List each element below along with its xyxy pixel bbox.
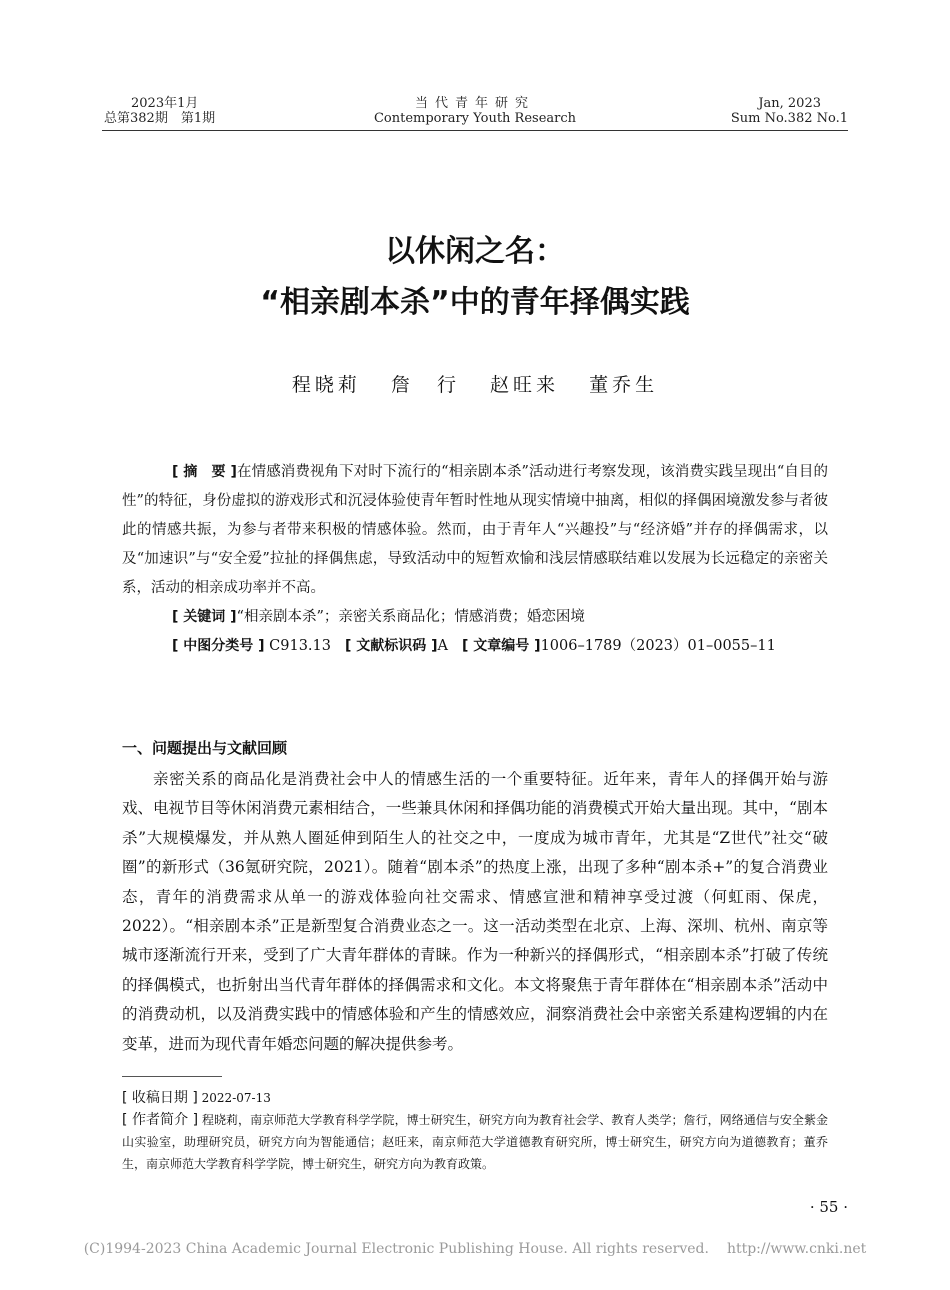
keywords-label: [ 关键词 ] xyxy=(172,609,237,625)
journal-name-en: Contemporary Youth Research xyxy=(373,111,577,126)
keywords xyxy=(122,603,828,632)
header-date: 2023年1月 xyxy=(131,96,199,111)
author-name: 赵旺来 xyxy=(490,374,560,396)
clc-label: [ 中图分类号 ] xyxy=(172,638,265,654)
received-value: 2022-07-13 xyxy=(201,1091,271,1105)
header-issue-en: Sum No.382 No.1 xyxy=(730,111,848,126)
header-issue: 总第382期 第1期 xyxy=(104,111,216,126)
abstract-label: [ 摘 要 ] xyxy=(172,464,237,480)
article-title-line2: “相亲剧本杀”中的青年择偶实践 xyxy=(260,285,690,320)
header-date-en: Jan, 2023 xyxy=(758,96,821,111)
doc-code-label: [ 文献标识码 ] xyxy=(345,638,438,654)
article-number-value: 1006–1789（2023）01–0055–11 xyxy=(540,638,776,654)
article-number-label: [ 文章编号 ] xyxy=(462,638,541,654)
abstract-text: 在情感消费视角下对时下流行的“相亲剧本杀”活动进行考察发现，该消费实践呈现出“自目的性”的特征，身份虚拟的游戏形式和沉浸体验使青年暂时性地从现实情境中抽离，相似的择偶困境激发参与者彼此的情感共振，为参与者带来积极的情感体验。然而，由于青年人“兴趣投”与“经济婚”并存的择偶需求，以及“加速识”与“安全爱”拉扯的择偶焦虑，导致活动中的短暂欢愉和浅层情感联结难以发展为长远稳定的亲密关系，活动的相亲成功率并不高。 xyxy=(122,464,828,596)
header-left xyxy=(104,96,215,126)
abstract xyxy=(122,458,828,603)
journal-name-cn: 当代青年研究 xyxy=(414,96,535,111)
author-bio xyxy=(122,1109,828,1175)
received-date xyxy=(122,1087,828,1109)
copyright-text: (C)1994-2023 China Academic Journal Electronic Publishing House. All rights reserved. xyxy=(83,1241,709,1257)
author-list xyxy=(0,370,950,397)
footnote-rule xyxy=(122,1076,222,1077)
bio-label: [ 作者简介 ] xyxy=(122,1112,199,1128)
copyright-line xyxy=(0,1241,950,1257)
bio-text: 程晓莉，南京师范大学教育科学学院，博士研究生，研究方向为教育社会学、教育人类学；詹行，网络通信与安全紫金山实验室，助理研究员，研究方向为智能通信；赵旺来，南京师范大学道德教育研究所，博士研究生，研究方向为道德教育；董乔生，南京师范大学教育科学学院，博士研究生，研究方向为教育政策。 xyxy=(122,1113,828,1171)
author-name: 董乔生 xyxy=(589,374,659,396)
body-text xyxy=(122,765,828,1059)
doc-code-value: A xyxy=(437,638,449,654)
classification xyxy=(122,632,828,661)
header-right xyxy=(731,96,848,126)
author-name: 詹 行 xyxy=(390,374,460,396)
article-title-line1: 以休闲之名： xyxy=(385,234,565,269)
copyright-url[interactable]: http://www.cnki.net xyxy=(726,1241,867,1257)
body-paragraph: 亲密关系的商品化是消费社会中人的情感生活的一个重要特征。近年来，青年人的择偶开始与游戏、电视节目等休闲消费元素相结合，一些兼具休闲和择偶功能的消费模式开始大量出现。其中，“剧本杀”大规模爆发，并从熟人圈延伸到陌生人的社交之中，一度成为城市青年，尤其是“Z世代”社交“破圈”的新形式（36氪研究院，2021）。随着“剧本杀”的热度上涨，出现了多种“剧本杀+”的复合消费业态，青年的消费需求从单一的游戏体验向社交需求、情感宣泄和精神享受过渡（何虹雨、保虎，2022）。“相亲剧本杀”正是新型复合消费业态之一。这一活动类型在北京、上海、深圳、杭州、南京等城市逐渐流行开来，受到了广大青年群体的青睐。作为一种新兴的择偶形式，“相亲剧本杀”打破了传统的择偶模式，也折射出当代青年群体的择偶需求和文化。本文将聚焦于青年群体在“相亲剧本杀”活动中的消费动机，以及消费实践中的情感体验和产生的情感效应，洞察消费社会中亲密关系建构逻辑的内在变革，进而为现代青年婚恋问题的解决提供参考。 xyxy=(122,770,828,1053)
page-number: · 55 · xyxy=(809,1198,848,1216)
received-label: [ 收稿日期 ] xyxy=(122,1090,198,1106)
keywords-text: “相亲剧本杀”；亲密关系商品化；情感消费；婚恋困境 xyxy=(236,609,585,625)
clc-value: C913.13 xyxy=(269,638,331,654)
section-heading: 一、问题提出与文献回顾 xyxy=(122,739,288,757)
abstract-block xyxy=(122,458,828,661)
header-rule xyxy=(102,130,848,131)
header-journal xyxy=(325,96,625,126)
footnotes xyxy=(122,1087,828,1175)
author-name: 程晓莉 xyxy=(291,374,361,396)
